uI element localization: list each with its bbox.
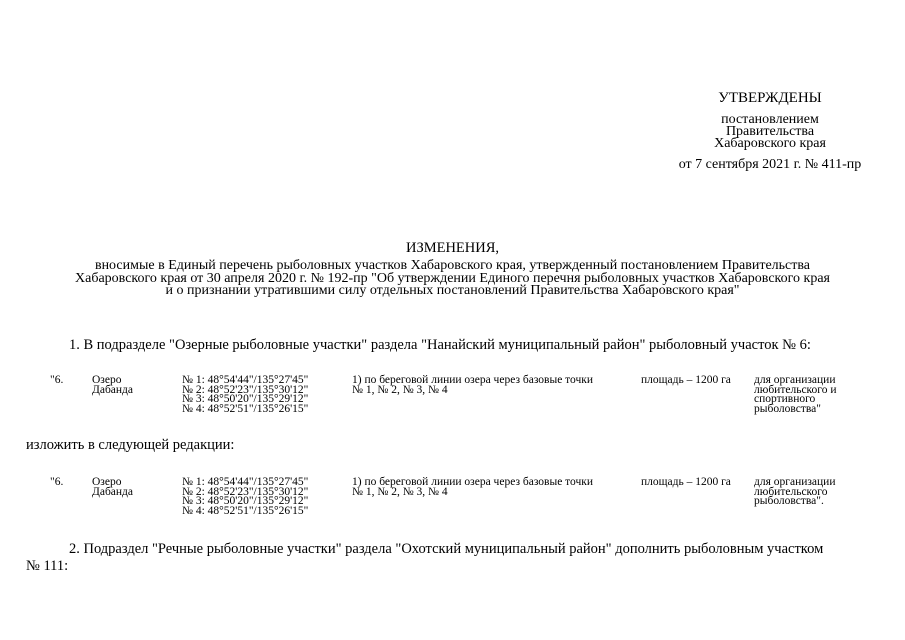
site-purpose: для организации любительского рыболовства".	[754, 476, 836, 507]
heading-title: ИЗМЕНЕНИЯ,	[405, 240, 500, 256]
heading-line: Хабаровского края от 30 апреля 2020 г. № 192-пр "Об утверждении Единого перечня рыболовных участков Хабаровского края	[75, 270, 830, 286]
section-1-paragraph: 1. В подразделе "Озерные рыболовные участки" раздела "Нанайский муниципальный район" рыболовный участок № 6:	[69, 337, 811, 353]
site-name: Озеро Дабанда	[92, 374, 134, 396]
row-number: "6.	[50, 374, 64, 386]
site-area: площадь – 1200 га	[641, 374, 731, 386]
site-boundary: 1) по береговой линии озера через базовые точки № 1, № 2, № 3, № 4	[352, 476, 594, 498]
site-boundary: 1) по береговой линии озера через базовые точки № 1, № 2, № 3, № 4	[352, 374, 594, 396]
section-2-paragraph	[26, 541, 876, 575]
section-2-line: 2. Подраздел "Речные рыболовные участки" раздела "Охотский муниципальный район" дополнить рыболовным участком	[69, 541, 824, 557]
approval-date: от 7 сентября 2021 г. № 411-пр	[678, 157, 862, 172]
site-coordinates: № 1: 48°54'44"/135°27'45" № 2: 48°52'23"/135°30'12" № 3: 48°50'20"/135°29'12" № 4: 48°52'51"/135°26'15"	[182, 374, 309, 415]
approval-line: постановлением	[721, 112, 819, 127]
heading-line: вносимые в Единый перечень рыболовных участков Хабаровского края, утвержденный постановлением Правительства	[94, 258, 811, 273]
document-heading	[0, 240, 905, 298]
row-number: "6.	[50, 476, 64, 488]
section-2-line: № 111:	[26, 558, 69, 574]
site-purpose: для организации любительского и спортивного рыболовства"	[754, 374, 837, 415]
site-coordinates: № 1: 48°54'44"/135°27'45" № 2: 48°52'23"/135°30'12" № 3: 48°50'20"/135°29'12" № 4: 48°52'51"/135°26'15"	[182, 476, 309, 517]
approval-block	[640, 90, 900, 172]
approval-line: Правительства	[725, 124, 815, 139]
heading-line: и о признании утратившими силу отдельных постановлений Правительства Хабаровского края"	[165, 283, 740, 298]
approval-title: УТВЕРЖДЕНЫ	[718, 90, 822, 106]
site-area: площадь – 1200 га	[641, 476, 731, 488]
restate-paragraph: изложить в следующей редакции:	[26, 437, 235, 453]
site-name: Озеро Дабанда	[92, 476, 134, 498]
approval-line: Хабаровского края	[714, 136, 826, 151]
